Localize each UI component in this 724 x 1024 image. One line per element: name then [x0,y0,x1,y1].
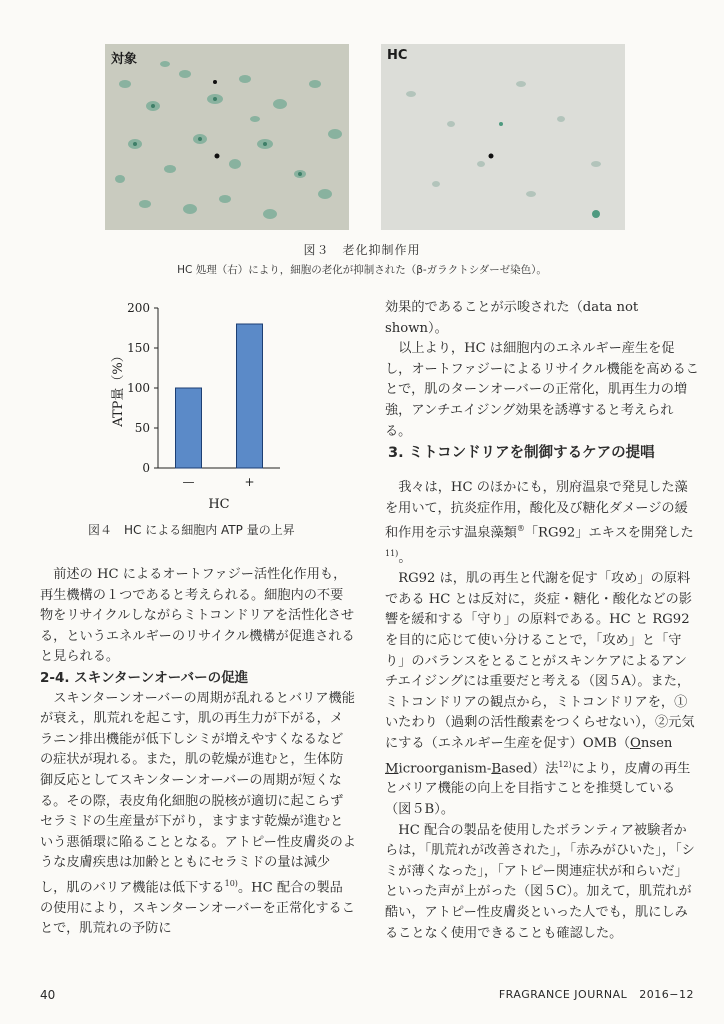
right-column-top [385,298,699,442]
right-paragraph-2-end: 。 [398,550,412,566]
y-tick-label: 150 [127,341,150,355]
micrograph-hc [381,44,625,230]
right-paragraph-3-text-a: RG92 は，肌の再生と代謝を促す「攻め」の原料である HC とは反対に，炎症・糖化・酸化などの影響を緩和する「守り」の原料である。HC と RG92 を目的に応じて使い分けることで，「攻め」と「守り」のバランスをとることがスキンケアによるアンチエイジングには重要だと考える（図５A）。また，ミトコンドリアの観点から，ミトコンドリアを，①いたわり（過剰の活性酸素をつくらせない），②元気にする（エネルギー生産を促す） [385,571,695,751]
y-axis-label: ATP量（%） [111,349,126,427]
left-paragraph-1: 前述の HC によるオートファジー活性化作用も，再生機構の１つであると考えられる。細胞内の不要物をリサイクルしながらミトコンドリアを活性化させる，というエネルギーのリサイクル機構が促進されると見られる。 [40,567,355,665]
omb-prefix: OMB（ [582,735,631,751]
right-paragraph-3 [385,569,699,821]
journal-issue: 2016−12 [639,988,694,1001]
y-tick-label: 100 [127,381,150,395]
x-category-label: + [244,475,255,489]
figure3-caption [0,241,724,277]
y-tick-label: 0 [142,461,150,475]
right-paragraph-2-text-a: 我々は，HC のほかにも，別府温泉で発見した藻を用いて，抗炎症作用，酸化及び糖化ダメージの緩和作用を示す温泉藻類 [385,480,688,541]
micrograph-hc-label: HC [387,48,408,63]
figure3-subtitle: HC 処理（右）により，細胞の老化が抑制された（β-ガラクトシダーゼ染色）。 [177,264,547,276]
left-column [40,565,356,940]
section-3-title: 3. ミトコンドリアを制御するケアの提唱 [388,445,655,461]
omb-nsen: nsen [640,735,673,751]
bar-2 [237,324,263,468]
y-tick-label: 50 [134,421,150,435]
left-paragraph-2 [40,689,356,941]
right-column [385,478,699,944]
right-paragraph-2 [385,478,699,569]
right-paragraph-3-text-b: により，皮膚の再生とバリア機能の向上を目指すことを推奨している（図５B）。 [385,760,691,818]
atp-bar-chart [100,296,300,516]
ref-12: 12) [558,759,572,769]
right-paragraph-1: 以上より，HC は細胞内のエネルギー産生を促し，オートファジーによるリサイクル機能を高めることで，肌のターンオーバーの正常化，肌再生力の増強，アンチエイジング効果を誘導すると考えられる。 [385,341,699,439]
bar-1 [176,388,202,468]
ref-10: 10) [224,878,238,888]
omb-icro: icroorganism- [398,760,492,776]
chart-bars [176,324,263,468]
page-number: 40 [40,988,56,1002]
y-tick-label: 200 [127,301,150,315]
right-top-text: 効果的であることが示唆された（data not shown）。 [385,300,639,336]
registered-mark: ® [516,524,525,534]
x-category-label: — [182,475,195,489]
right-paragraph-4: HC 配合の製品を使用したボランティア被験者からは，「肌荒れが改善された」，「赤みがひいた」，「シミが薄くなった」，「アトピー関連症状が和らいだ」といった声が上がった（図５C）。加えて，肌荒れが酷い，アトピー性皮膚炎といった人でも，肌にしみることなく使用できることも確認した。 [385,822,695,941]
journal-footer [487,988,694,1001]
right-paragraph-2-text-b: 「RG92」エキスを開発した [524,525,694,541]
omb-o: O [630,735,641,751]
journal-name: FRAGRANCE JOURNAL [498,988,628,1001]
x-axis-label: HC [208,497,230,512]
omb-m: M [385,760,399,776]
figure3-title: 図３ 老化抑制作用 [303,243,421,257]
left-paragraph-2-end: 。HC 配合の製品の使用により，スキンターンオーバーを正常化することで，肌荒れの予防に [40,880,355,937]
micrograph-control [105,44,349,230]
section-2-4-title: 2-4. スキンターンオーバーの促進 [40,669,249,686]
micrograph-control-image [105,44,349,230]
omb-ased: ased）法 [501,760,559,776]
omb-b: B [491,760,502,776]
left-paragraph-2-text: スキンターンオーバーの周期が乱れるとバリア機能が衰え，肌荒れを起こす，肌の再生力が下がる，メラニン排出機能が低下しシミが増えやすくなるなどの症状が現れる。また，肌の乾燥が進むと，生体防御反応としてスキンターンオーバーの周期が短くなる。その際，表皮角化細胞の脱核が適切に起こらずセラミドの生産量が下がり，ますます乾燥が進むという悪循環に陥ることとなる。アトピー性皮膚炎のような皮膚疾患は加齢とともにセラミドの量は減少し，肌のバリア機能は低下する [40,690,356,896]
micrograph-hc-image [381,44,625,230]
figure4-caption: 図４ HC による細胞内 ATP 量の上昇 [88,523,295,537]
micrograph-control-label: 対象 [111,52,138,67]
ref-11: 11) [385,549,399,559]
